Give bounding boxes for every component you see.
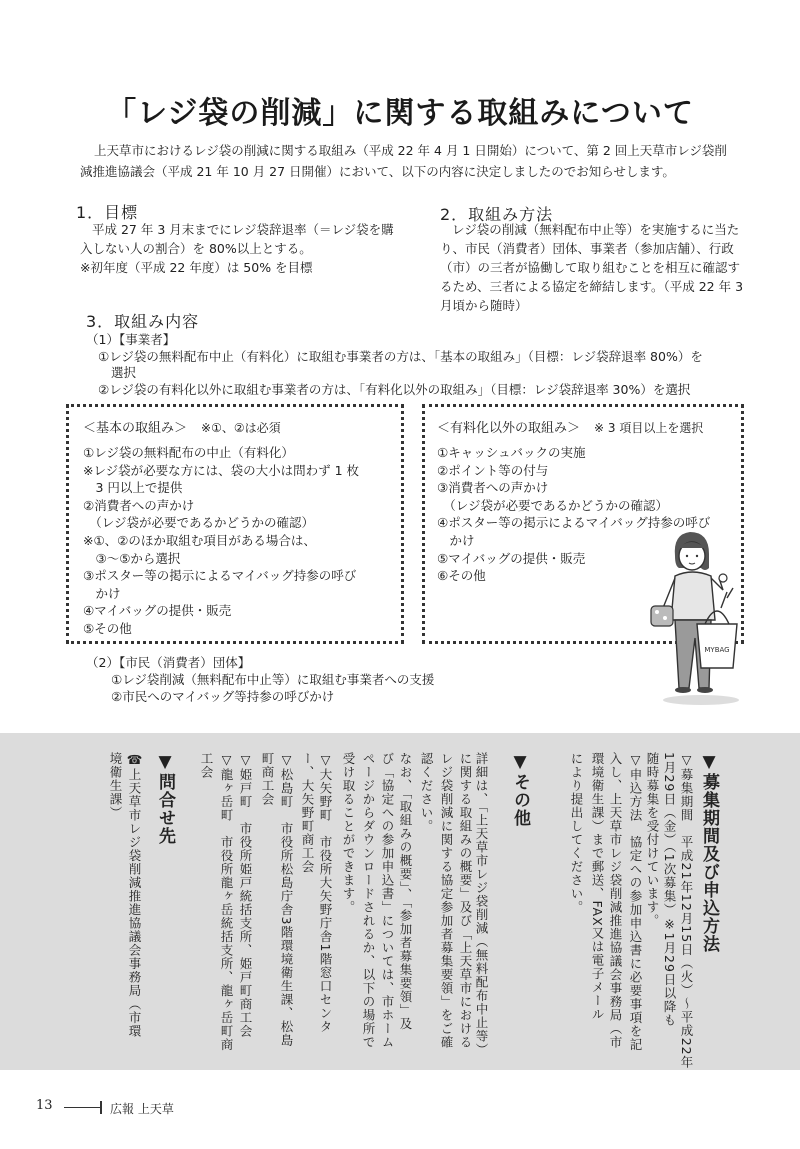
recruit-heading: ▼募集期間及び申込方法 bbox=[699, 752, 719, 953]
other-line: なお、「取組みの概要」、「参加者募集要領」及 bbox=[398, 752, 413, 1031]
recruit-line: により提出してください。 bbox=[569, 752, 584, 914]
list-item: かけ bbox=[83, 585, 121, 601]
woman-with-mybag-illustration bbox=[635, 528, 745, 708]
sub-heading-citizens: （2）【市民（消費者）団体】 bbox=[86, 655, 251, 670]
section-3-heading: 3．取組み内容 bbox=[86, 312, 200, 331]
list-item: ③消費者への声かけ bbox=[437, 480, 549, 496]
other-line: ー、大矢野町商工会 bbox=[300, 752, 315, 874]
other-line: 町商工会 bbox=[260, 752, 275, 806]
other-line: 認ください。 bbox=[419, 752, 434, 833]
footer-rule bbox=[64, 1107, 100, 1108]
other-line: に関する取組みの概要」及び「上天草市における bbox=[458, 752, 473, 1049]
other-line: 受け取ることができます。 bbox=[341, 752, 356, 914]
list-item: （レジ袋が必要であるかどうかの確認） bbox=[437, 497, 668, 513]
basic-box-list bbox=[83, 444, 359, 638]
other-line: ▽大矢野町 市役所大矢野庁舎1階窓口センタ bbox=[318, 752, 333, 1034]
other-line: ▽姫戸町 市役所姫戸統括支所、姫戸町商工会 bbox=[238, 752, 253, 1038]
contact-line: ☎上天草市レジ袋削減推進協議会事務局（市環 bbox=[127, 752, 142, 1038]
section-2-body: レジ袋の削減（無料配布中止等）を実施するに当たり、市民（消費者）団体、事業者（参加店舗）、行政（市）の三者が協働して取り組むことを相互に確認するため、三者による協定を締結します。（平成 22 年 3 月頃から随時） bbox=[440, 222, 744, 313]
other-line: ページからダウンロードされるか、以下の場所で bbox=[361, 752, 376, 1049]
list-item: ⑤その他 bbox=[83, 620, 132, 636]
business-item-1-cont: 選択 bbox=[111, 365, 137, 380]
list-item: ④ポスター等の掲示によるマイバッグ持参の呼び bbox=[437, 515, 711, 531]
mybag-label: MYBAG bbox=[704, 646, 730, 654]
recruit-line: ▽申込方法 協定への参加申込書に必要事項を記 bbox=[628, 752, 643, 1052]
recruit-line: 随時募集を受付けています。 bbox=[645, 752, 660, 928]
section-1-heading: 1．目標 bbox=[76, 203, 139, 222]
list-item: ①レジ袋の無料配布の中止（有料化） bbox=[83, 445, 294, 460]
list-item: ②消費者への声かけ bbox=[83, 497, 195, 513]
intro-paragraph: 上天草市におけるレジ袋の削減に関する取組み（平成 22 年 4 月 1 日開始）について、第 2 回上天草市レジ袋削減推進協議会（平成 21 年 10 月 27 日開催）において、以下の内容に決定しましたのでお知らせします。 bbox=[80, 143, 727, 179]
basic-box-title: ＜基本の取組み＞ bbox=[83, 421, 188, 436]
list-item: ⑤マイバッグの提供・販売 bbox=[437, 550, 586, 566]
contact-line: 境衛生課） bbox=[108, 752, 123, 820]
section-2-heading: 2．取組み方法 bbox=[440, 205, 554, 224]
list-item: ④マイバッグの提供・販売 bbox=[83, 603, 232, 619]
other-line: 詳細は、「上天草市レジ袋削減（無料配布中止等） bbox=[474, 752, 489, 1057]
sub-heading-businesses: （1）【事業者】 bbox=[86, 332, 176, 347]
recruit-line: 環境衛生課）まで郵送、FAX又は電子メール bbox=[590, 752, 605, 1022]
list-item: かけ bbox=[437, 532, 475, 548]
list-item: ③～⑤から選択 bbox=[83, 550, 181, 566]
basic-box-header bbox=[83, 417, 281, 436]
contact-heading: ▼問合せ先 bbox=[155, 752, 175, 845]
footer-divider bbox=[100, 1101, 102, 1114]
list-item: 3 円以上で提供 bbox=[83, 480, 183, 496]
basic-initiatives-box bbox=[66, 404, 404, 644]
other-line: ▽松島町 市役所松島庁舎3階環境衛生課、松島 bbox=[279, 752, 294, 1047]
page-title: 「レジ袋の削減」に関する取組みについて bbox=[106, 96, 694, 131]
other-line: ▽龍ヶ岳町 市役所龍ヶ岳統括支所、龍ヶ岳町商 bbox=[219, 752, 234, 1052]
business-item-2: ②レジ袋の有料化以外に取組む事業者の方は、「有料化以外の取組み」（目標：レジ袋辞退率 30%）を選択 bbox=[98, 382, 691, 397]
business-item-1: ①レジ袋の無料配布中止（有料化）に取組む事業者の方は、「基本の取組み」（目標：レジ袋辞退率 80%）を bbox=[98, 349, 703, 364]
section-1-body: 平成 27 年 3 月末までにレジ袋辞退率（＝レジ袋を購入しない人の割合）を 80%以上とする。 bbox=[80, 222, 394, 256]
list-item: ①キャッシュバックの実施 bbox=[437, 445, 586, 460]
other-line: 工会 bbox=[199, 752, 214, 779]
basic-box-note: ※①、②は必須 bbox=[201, 421, 281, 435]
other-box-header bbox=[437, 417, 703, 436]
list-item: ⑥その他 bbox=[437, 568, 486, 584]
list-item: ②ポイント等の付与 bbox=[437, 462, 549, 478]
page-number: 13 bbox=[36, 1098, 53, 1113]
other-line: び「協定への参加申込書」については、市ホーム bbox=[380, 752, 395, 1049]
other-box-note: ※ 3 項目以上を選択 bbox=[594, 421, 704, 435]
list-item: ※レジ袋が必要な方には、袋の大小は問わず 1 枚 bbox=[83, 462, 360, 478]
list-item: （レジ袋が必要であるかどうかの確認） bbox=[83, 515, 314, 531]
recruit-line: 1月29日（金）（1次募集）※1月29日以降も bbox=[662, 752, 677, 1027]
magazine-name: 広報 上天草 bbox=[110, 1102, 174, 1116]
other-heading: ▼その他 bbox=[510, 752, 530, 827]
other-box-title: ＜有料化以外の取組み＞ bbox=[437, 421, 581, 436]
list-item: ※①、②のほか取組む項目がある場合は、 bbox=[83, 532, 316, 548]
recruit-line: 入し、上天草市レジ袋削減推進協議会事務局（市 bbox=[608, 752, 623, 1049]
recruit-line: ▽募集期間 平成21年12月15日（火）～平成22年 bbox=[679, 752, 694, 1070]
citizen-item-2: ②市民へのマイバッグ等持参の呼びかけ bbox=[111, 689, 335, 704]
section-1-note: ※初年度（平成 22 年度）は 50% を目標 bbox=[80, 260, 313, 275]
other-line: レジ袋削減に関する協定参加者募集要領」をご確 bbox=[439, 752, 454, 1049]
list-item: ③ポスター等の掲示によるマイバッグ持参の呼び bbox=[83, 568, 357, 584]
citizen-item-1: ①レジ袋削減（無料配布中止等）に取組む事業者への支援 bbox=[111, 672, 435, 687]
